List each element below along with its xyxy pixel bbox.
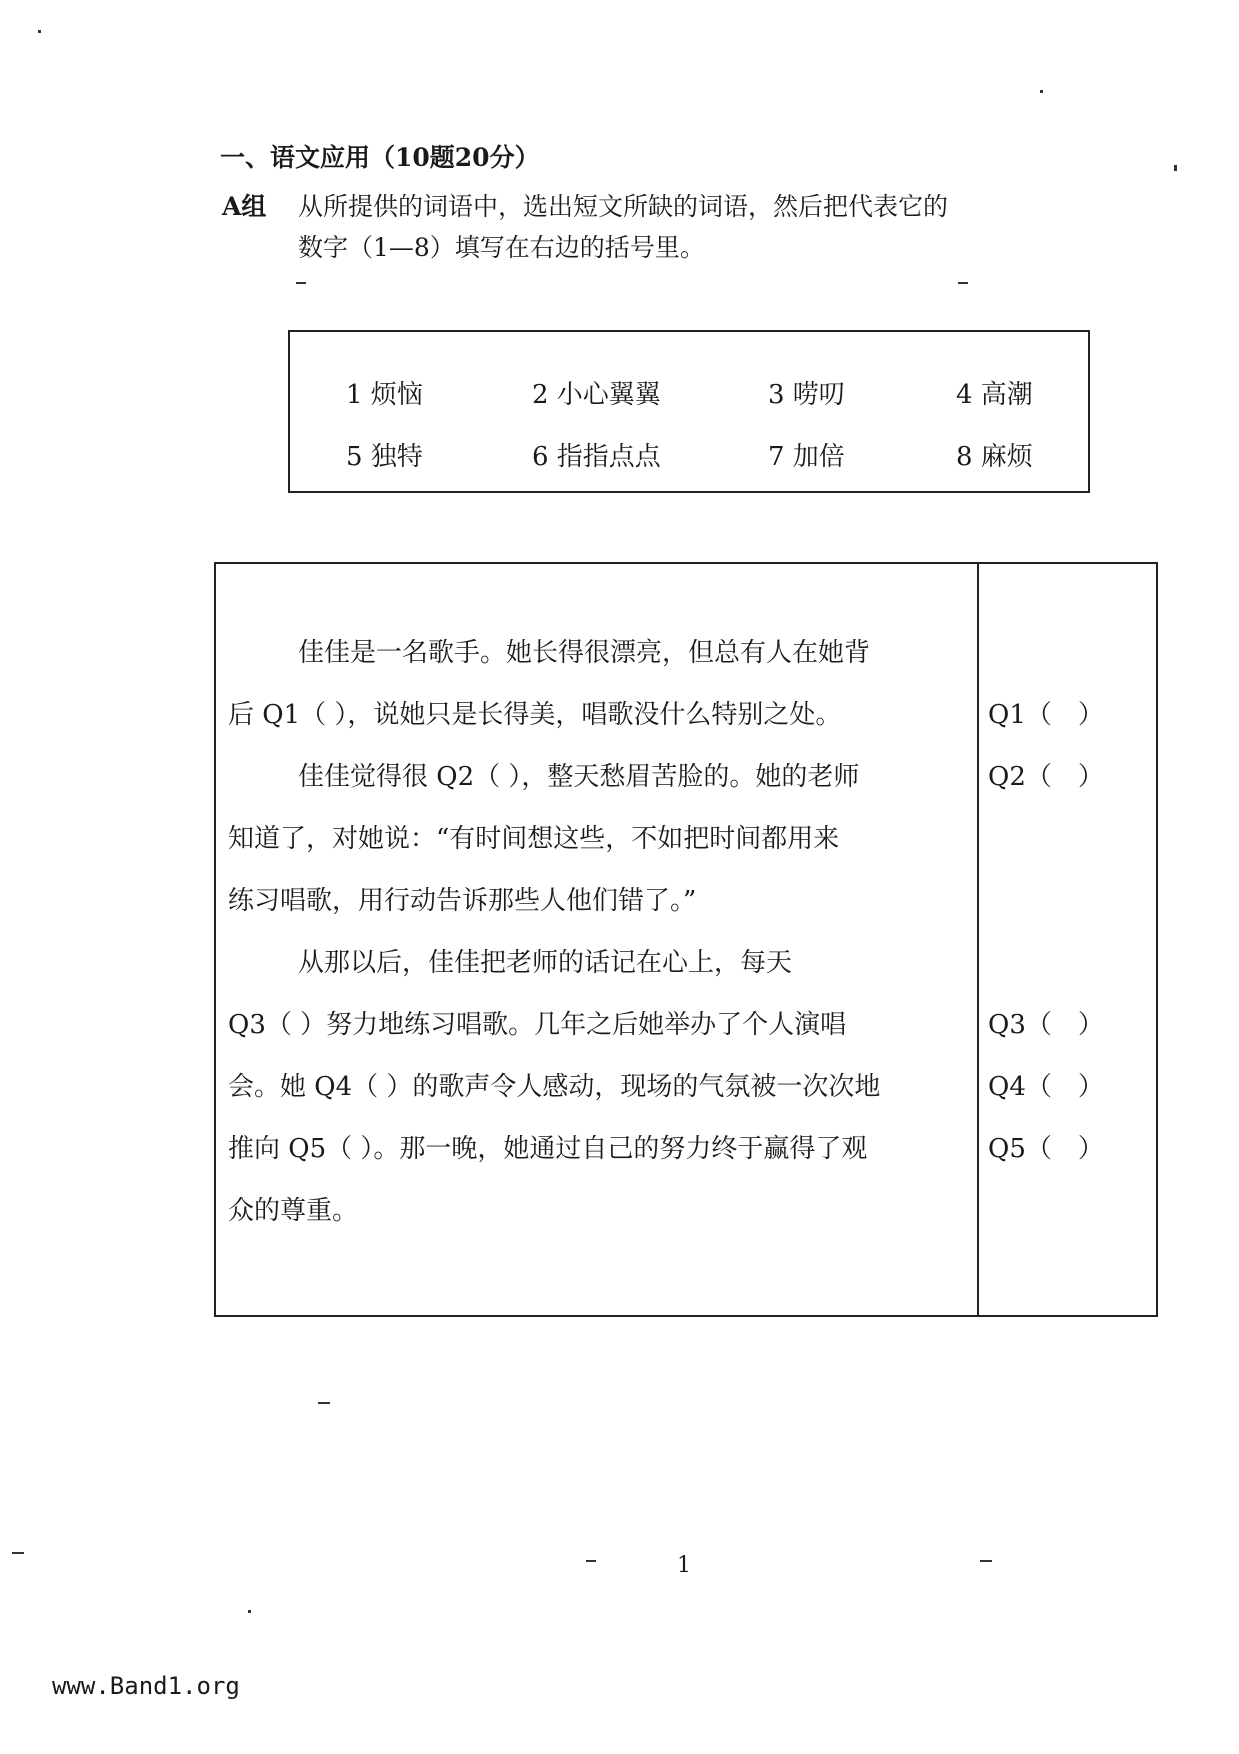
answer-blank-q2[interactable]: Q2（ ） (988, 762, 1104, 792)
scan-speck (12, 1552, 24, 1554)
word-option-7: 7 加倍 (768, 442, 845, 472)
word-option-1: 1 烦恼 (346, 380, 423, 410)
scan-speck (296, 282, 306, 284)
instruction-line-2: 数字（1—8）填写在右边的括号里。 (298, 233, 705, 262)
word-option-2: 2 小心翼翼 (532, 380, 661, 410)
section-title: 一、语文应用（10题20分） (220, 143, 540, 172)
passage-line-1: 佳佳是一名歌手。她长得很漂亮，但总有人在她背 (298, 638, 871, 668)
passage-line-6: 从那以后，佳佳把老师的话记在心上，每天 (298, 948, 793, 978)
passage-box (214, 562, 1158, 1317)
column-divider (977, 564, 979, 1315)
passage-line-3: 佳佳觉得很 Q2（ ），整天愁眉苦脸的。她的老师 (298, 762, 860, 792)
scan-speck (958, 282, 968, 284)
scan-speck (1040, 90, 1043, 93)
scan-speck (248, 1610, 251, 1613)
passage-line-4: 知道了，对她说：“有时间想这些，不如把时间都用来 (228, 824, 840, 854)
scan-speck (318, 1402, 330, 1404)
passage-line-10: 众的尊重。 (228, 1196, 359, 1226)
passage-line-5: 练习唱歌，用行动告诉那些人他们错了。” (228, 886, 697, 916)
passage-line-9: 推向 Q5（ ）。那一晚，她通过自己的努力终于赢得了观 (228, 1134, 868, 1164)
page-number: 1 (677, 1553, 691, 1578)
word-option-8: 8 麻烦 (956, 442, 1033, 472)
answer-blank-q4[interactable]: Q4（ ） (988, 1072, 1104, 1102)
passage-line-2: 后 Q1（ ），说她只是长得美，唱歌没什么特别之处。 (228, 700, 842, 730)
answer-blank-q5[interactable]: Q5（ ） (988, 1134, 1104, 1164)
passage-line-8: 会。她 Q4（ ）的歌声令人感动，现场的气氛被一次次地 (228, 1072, 881, 1102)
scan-speck (980, 1560, 992, 1562)
word-bank-box (288, 330, 1090, 493)
instruction-line-1: 从所提供的词语中，选出短文所缺的词语，然后把代表它的 (298, 192, 949, 221)
answer-blank-q1[interactable]: Q1（ ） (988, 700, 1104, 730)
word-option-3: 3 唠叨 (768, 380, 845, 410)
instruction-label: A组 (222, 192, 267, 221)
passage-line-7: Q3（ ）努力地练习唱歌。几年之后她举办了个人演唱 (228, 1010, 847, 1040)
scan-speck (586, 1560, 596, 1562)
word-option-6: 6 指指点点 (532, 442, 661, 472)
scan-speck (38, 30, 41, 33)
answer-blank-q3[interactable]: Q3（ ） (988, 1010, 1104, 1040)
word-option-5: 5 独特 (346, 442, 423, 472)
scan-speck (1174, 165, 1177, 171)
word-option-4: 4 高潮 (956, 380, 1033, 410)
footer-url: www.Band1.org (52, 1672, 240, 1700)
